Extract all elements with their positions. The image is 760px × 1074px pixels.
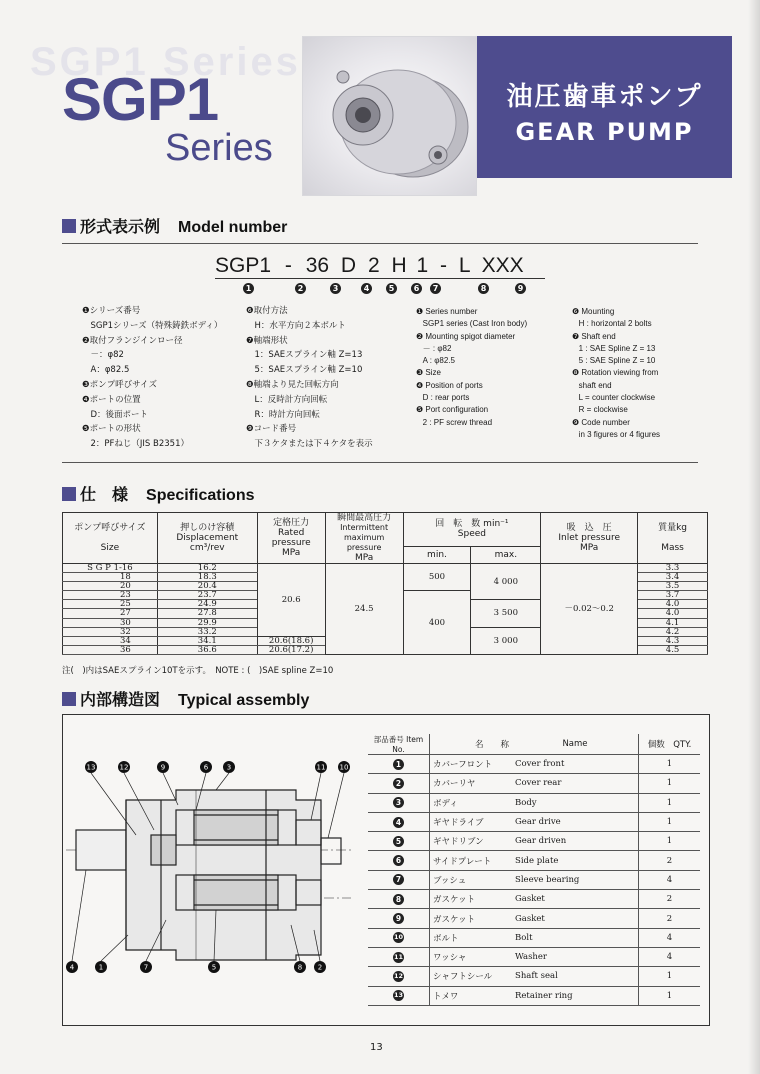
code-part-rotation: L (458, 254, 470, 277)
col-speed-max: max. (471, 546, 541, 563)
model-heading-jp: 形式表示例 (80, 217, 161, 236)
parts-col-name-jp: 名 称 (430, 734, 513, 755)
page-edge-shadow (748, 0, 760, 1074)
heading-square-icon (62, 487, 76, 501)
model-code-underline (215, 278, 545, 279)
speed-max-c: 3 000 (471, 627, 541, 654)
gear-pump-illustration (303, 37, 476, 195)
speed-max-a: 4 000 (471, 564, 541, 600)
rated-36: 20.6(17.2) (257, 645, 325, 654)
assembly-heading-jp: 内部構造図 (80, 690, 161, 709)
specifications-heading (62, 482, 255, 505)
banner-japanese-title: 油圧歯車ポンプ (506, 82, 703, 112)
code-part-mounting: H (391, 254, 407, 277)
code-part-port-position: D (340, 254, 357, 277)
parts-row: 10 ボルト Bolt 4 (368, 928, 700, 947)
parts-col-item-no: 部品番号 Item No. (368, 734, 430, 755)
table-row: 30 29.9 4.1 (63, 618, 708, 627)
parts-row: 3 ボディ Body 1 (368, 793, 700, 812)
callout-12: 12 (119, 763, 129, 772)
code-number-3: 3 (330, 283, 341, 294)
assembly-heading (62, 687, 309, 710)
parts-row: 5 ギヤドリブン Gear driven 1 (368, 832, 700, 851)
parts-row: 6 サイドプレート Side plate 2 (368, 851, 700, 870)
callout-3: 3 (226, 763, 232, 772)
callout-10: 10 (339, 763, 349, 772)
title-banner (477, 36, 732, 178)
col-mass: 質量kg Mass (638, 513, 708, 564)
rated-common: 20.6 (257, 564, 325, 637)
callout-7: 7 (143, 963, 149, 972)
callout-4: 4 (69, 963, 75, 972)
callout-2: 2 (317, 963, 323, 972)
speed-min-a: 500 (403, 564, 471, 591)
code-number-8: 8 (478, 283, 489, 294)
speed-min-b: 400 (403, 591, 471, 655)
callout-13: 13 (86, 763, 96, 772)
parts-col-name-en: Name (512, 734, 639, 755)
callout-11: 11 (316, 763, 326, 772)
col-inlet-pressure: 吸 込 圧 Inlet pressure MPa (541, 513, 638, 564)
assembly-heading-en: Typical assembly (178, 692, 310, 709)
code-part-dash: - (284, 254, 292, 277)
assembly-cross-section (66, 720, 356, 1020)
callout-9: 9 (160, 763, 166, 772)
parts-col-qty: 個数 QTY. (639, 734, 701, 755)
parts-row: 2 カバーリヤ Cover rear 1 (368, 774, 700, 793)
table-row: 20 20.4 3.5 (63, 582, 708, 591)
parts-row: 7 ブッシュ Sleeve bearing 4 (368, 870, 700, 889)
model-code (215, 254, 524, 278)
model-notes-jp-left: ❶シリーズ番号 SGP1シリーズ（特殊鋳鉄ボディ） ❷取付フランジインロー径 －：φ82 A：φ82.5 ❸ポンプ呼びサイズ ❹ポートの位置 D：後面ポート ❺ポートの形状 2：PFねじ（JIS B2351） (82, 306, 223, 450)
callout-8: 8 (297, 963, 303, 972)
code-number-1: 1 (243, 283, 254, 294)
inlet-value: －0.02～0.2 (541, 564, 638, 655)
specifications-table (62, 512, 708, 655)
model-heading-en: Model number (178, 219, 288, 236)
parts-row: 1 カバーフロント Cover front 1 (368, 755, 700, 774)
table-row: 25 24.9 3 500 4.0 (63, 600, 708, 609)
parts-row: 11 ワッシャ Washer 4 (368, 947, 700, 966)
rated-34: 20.6(18.6) (257, 636, 325, 645)
model-number-heading (62, 214, 287, 237)
model-section-rule (62, 243, 698, 244)
parts-row: 12 シャフトシール Shaft seal 1 (368, 967, 700, 986)
table-row: 23 23.7 400 3.7 (63, 591, 708, 600)
ghost-background-text: SGP1 Series (30, 40, 301, 84)
code-number-9: 9 (515, 283, 526, 294)
spec-heading-en: Specifications (146, 487, 255, 504)
code-number-4: 4 (361, 283, 372, 294)
model-notes-en-left: ❶ Series number SGP1 series (Cast Iron body) ❷ Mounting spigot diameter － : φ82 A : φ82.5 ❸ Size ❹ Position of ports D : rear ports ❺ Port configuration 2 : PF screw thread (416, 307, 528, 427)
model-notes-jp-right: ❻取付方法 H：水平方向２本ボルト ❼軸端形状 1：SAEスプライン軸 Z=13 5：SAEスプライン軸 Z=10 ❽軸端より見た回転方向 L：反時計方向回転 R：時計方向回転 ❾コード番号 下３ケタまたは下４ケタを表示 (246, 306, 373, 450)
code-part-code: XXX (481, 254, 524, 277)
col-rated-pressure: 定格圧力 Rated pressure MPa (257, 513, 325, 564)
col-size: ポンプ呼びサイズ Size (63, 513, 158, 564)
gear-pump-photo (302, 36, 477, 196)
parts-table (368, 734, 700, 1006)
parts-row: 13 トメワ Retainer ring 1 (368, 986, 700, 1005)
heading-square-icon (62, 219, 76, 233)
table-row: 32 33.2 3 000 4.2 (63, 627, 708, 636)
code-number-5: 5 (386, 283, 397, 294)
code-number-2: 2 (295, 283, 306, 294)
speed-max-b: 3 500 (471, 600, 541, 627)
table-row: 36 36.6 20.6(17.2) 4.5 (63, 645, 708, 654)
table-row: 34 34.1 20.6(18.6) 4.3 (63, 636, 708, 645)
col-speed-min: min. (403, 546, 471, 563)
code-part-size: 36 (305, 254, 330, 277)
callout-1: 1 (98, 963, 104, 972)
table-row: 27 27.8 4.0 (63, 609, 708, 618)
table-row: 18 18.3 3.4 (63, 573, 708, 582)
table-row: S G P 1-16 16.2 20.6 24.5 500 4 000 －0.02～0.2 3.3 (63, 564, 708, 573)
code-part-series: SGP1 (215, 254, 272, 277)
callout-5: 5 (211, 963, 217, 972)
heading-square-icon (62, 692, 76, 706)
pump-section-drawing (66, 720, 356, 1020)
intermittent-value: 24.5 (325, 564, 403, 655)
code-part-port-config: 2 (367, 254, 380, 277)
spec-note: 注( )内はSAEスプライン10Tを示す。 NOTE : ( )SAE spline Z=10 (62, 666, 334, 676)
page-number: 13 (370, 1042, 383, 1053)
col-speed: 回 転 数 min⁻¹ Speed (403, 513, 541, 547)
banner-english-title: GEAR PUMP (515, 118, 694, 146)
code-part-shaft: 1 (416, 254, 429, 277)
parts-row: 9 ガスケット Gasket 2 (368, 909, 700, 928)
parts-row: 4 ギヤドライブ Gear drive 1 (368, 812, 700, 831)
col-intermittent-pressure: 瞬間最高圧力 Intermittent maximum pressure MPa (325, 513, 403, 564)
code-number-6: 6 (411, 283, 422, 294)
code-number-7: 7 (430, 283, 441, 294)
code-part-dash2: - (440, 254, 448, 277)
parts-row: 8 ガスケット Gasket 2 (368, 890, 700, 909)
series-title: SGP1 (62, 66, 219, 133)
spec-heading-jp: 仕 様 (80, 485, 129, 504)
callout-6: 6 (203, 763, 209, 772)
spec-top-rule (62, 462, 698, 463)
series-subtitle: Series (165, 127, 273, 169)
col-displacement: 押しのけ容積 Displacement cm³/rev (157, 513, 257, 564)
model-notes-en-right: ❻ Mounting H : horizontal 2 bolts ❼ Shaft end 1 : SAE Spline Z = 13 5 : SAE Spline Z = 10 ❽ Rotation viewing from shaft end L = counter clockwise R = clockwise ❾ Code number in 3 figures or 4 figures (572, 307, 661, 439)
